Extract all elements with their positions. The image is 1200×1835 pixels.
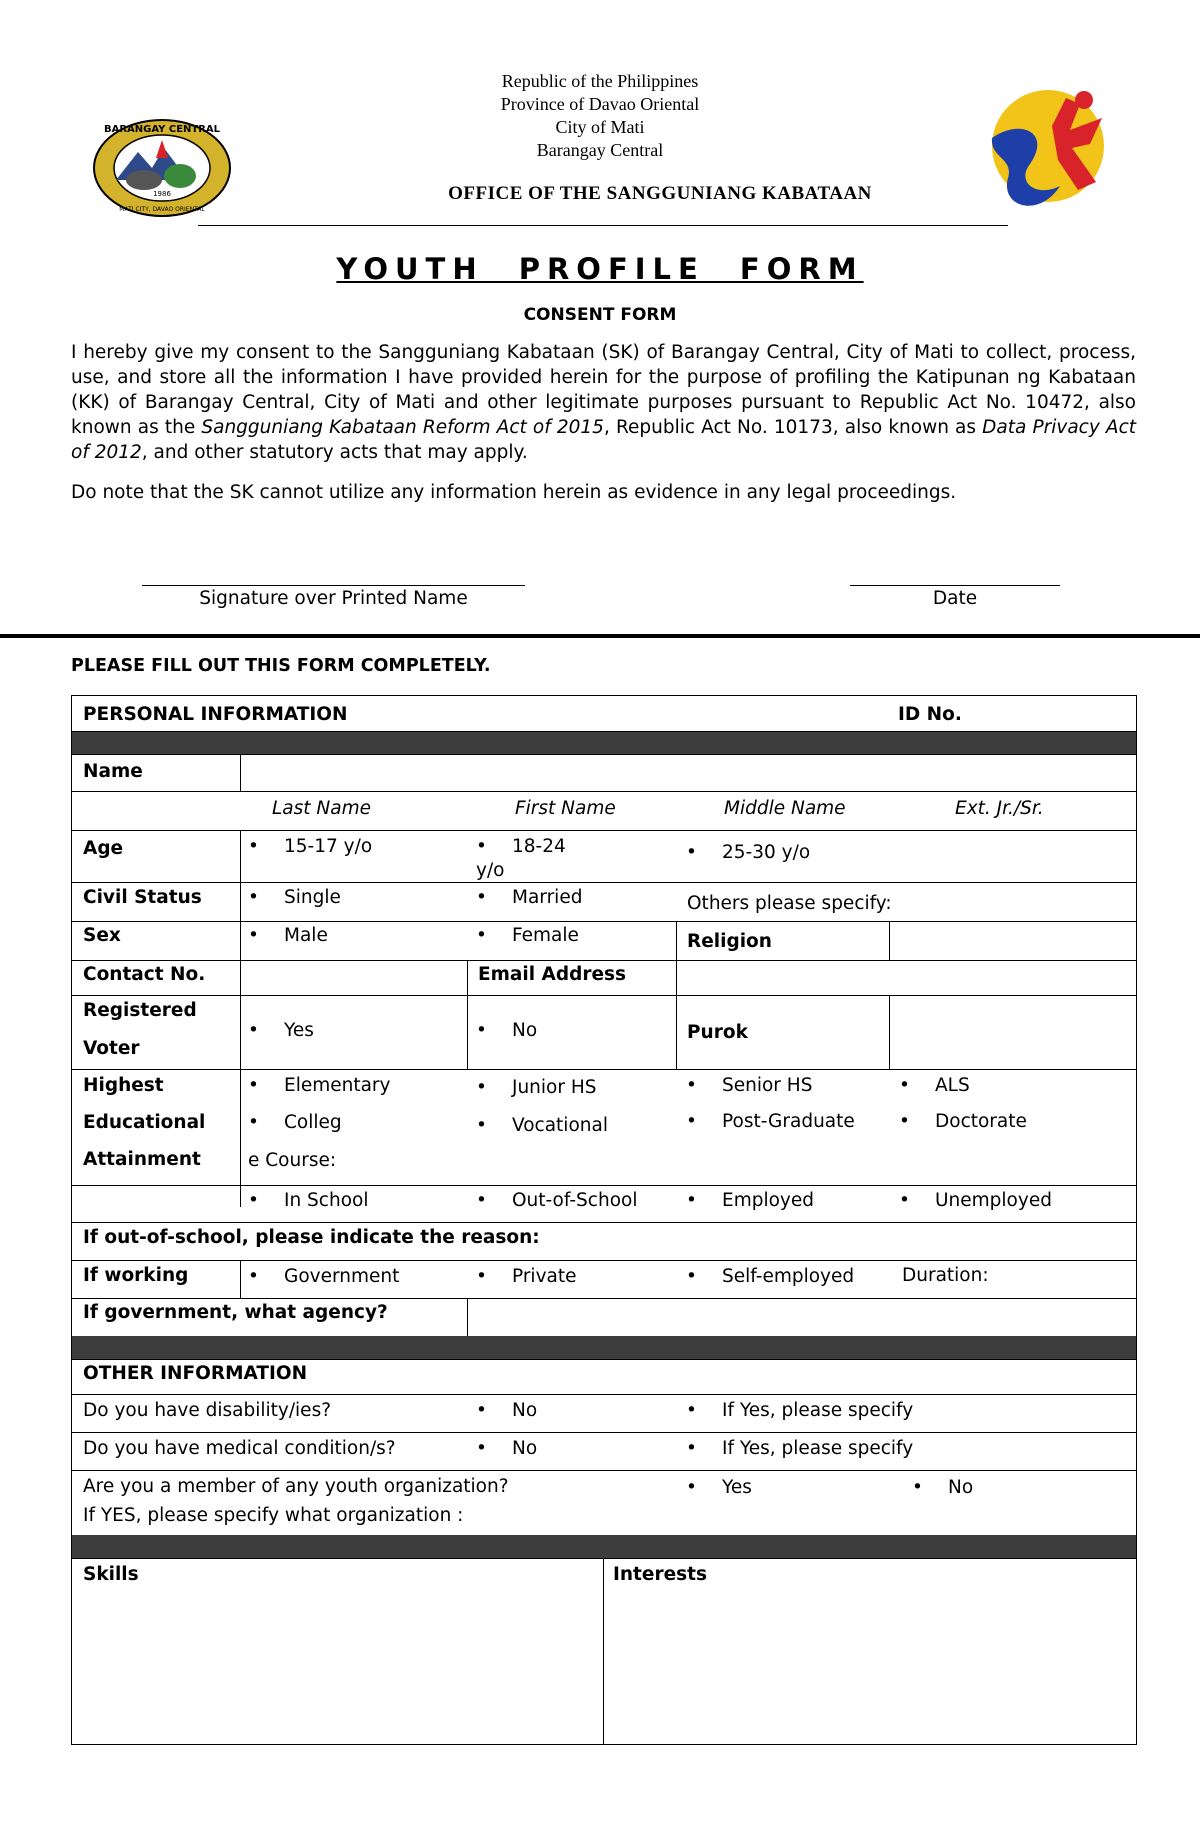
edu-option-post-graduate[interactable]: • Post-Graduate xyxy=(686,1110,855,1134)
youth-profile-table xyxy=(71,695,1137,1745)
seal-subtext: MATI CITY, DAVAO ORIENTAL xyxy=(119,206,205,213)
last-name-caption: Last Name xyxy=(272,798,371,819)
skills-label: Skills xyxy=(83,1564,139,1585)
consent-text-a: I hereby give my consent to the Sangguniang Kabataan (SK) of Barangay Central, City of Mati to collect, process, use, and store all the information I have provided herein for the purpose of profiling the Katipunan ng Kabataan (KK) of Barangay Central, City of Mati and other legitimate purposes pursuant to Republic Act No. 10472, also known as the xyxy=(71,342,1136,438)
signature-line[interactable] xyxy=(142,585,525,586)
working-label: If working xyxy=(83,1265,189,1286)
age-option-18-24[interactable]: • 18-24 xyxy=(476,835,566,859)
consent-text-c: , and other statutory acts that may apply. xyxy=(141,442,528,463)
status-option-in-school[interactable]: • In School xyxy=(248,1189,368,1213)
civil-option-married[interactable]: • Married xyxy=(476,886,582,910)
edu-option-vocational[interactable]: • Vocational xyxy=(476,1114,608,1138)
date-label: Date xyxy=(932,588,978,609)
age-label: Age xyxy=(83,838,124,859)
edu-option-doctorate[interactable]: • Doctorate xyxy=(899,1110,1027,1134)
edu-option-college[interactable]: • Colleg xyxy=(248,1111,342,1135)
edu-option-senior-hs[interactable]: • Senior HS xyxy=(686,1074,812,1098)
barangay-seal xyxy=(92,118,232,218)
section-divider xyxy=(0,634,1200,638)
first-name-caption: First Name xyxy=(515,798,616,819)
working-option-self-employed[interactable]: • Self-employed xyxy=(686,1265,854,1289)
fill-instruction: PLEASE FILL OUT THIS FORM COMPLETELY. xyxy=(71,656,491,676)
seal-text: BARANGAY CENTRAL xyxy=(103,124,221,135)
email-input[interactable] xyxy=(677,961,1136,995)
edu-option-junior-hs[interactable]: • Junior HS xyxy=(476,1076,597,1100)
sk-logo-head xyxy=(1075,91,1093,109)
other-info-heading: OTHER INFORMATION xyxy=(83,1363,308,1384)
header-line-city: City of Mati xyxy=(555,117,645,137)
agency-label: If government, what agency? xyxy=(83,1302,388,1323)
header-divider xyxy=(198,225,1008,226)
ext-name-caption: Ext. Jr./Sr. xyxy=(955,798,1044,819)
civil-others-label[interactable]: Others please specify: xyxy=(687,893,892,914)
signature-label: Signature over Printed Name xyxy=(199,588,468,609)
name-label: Name xyxy=(83,761,143,782)
skills-input[interactable] xyxy=(73,1589,602,1743)
registered-voter-label-2: Voter xyxy=(83,1038,140,1059)
consent-note: Do note that the SK cannot utilize any information herein as evidence in any legal proceedings. xyxy=(71,482,957,503)
sex-label: Sex xyxy=(83,925,121,946)
civil-option-single[interactable]: • Single xyxy=(248,886,341,910)
consent-act-name: Sangguniang Kabataan Reform Act of 2015 xyxy=(201,417,604,438)
org-option-yes[interactable]: • Yes xyxy=(686,1476,752,1500)
status-option-out-of-school[interactable]: • Out-of-School xyxy=(476,1189,637,1213)
medical-option-no[interactable]: • No xyxy=(476,1437,537,1461)
header-address xyxy=(440,70,760,162)
sex-option-female[interactable]: • Female xyxy=(476,924,579,948)
seal-year: 1986 xyxy=(153,190,171,198)
status-option-employed[interactable]: • Employed xyxy=(686,1189,814,1213)
religion-label: Religion xyxy=(687,931,772,952)
age-option-18-24-unit: y/o xyxy=(476,860,505,881)
religion-input[interactable] xyxy=(890,922,1136,960)
purok-label: Purok xyxy=(687,1022,748,1043)
registered-voter-label-1: Registered xyxy=(83,1000,197,1021)
purok-input[interactable] xyxy=(890,996,1136,1069)
contact-input[interactable] xyxy=(241,961,467,995)
consent-paragraph xyxy=(71,340,1136,465)
medical-option-yes-specify[interactable]: • If Yes, please specify xyxy=(686,1437,913,1461)
org-question: Are you a member of any youth organization? xyxy=(83,1476,509,1497)
form-title: YOUTH PROFILE FORM xyxy=(336,252,864,286)
office-title: OFFICE OF THE SANGGUNIANG KABATAAN xyxy=(448,183,872,204)
disability-option-no[interactable]: • No xyxy=(476,1399,537,1423)
sex-option-male[interactable]: • Male xyxy=(248,924,328,948)
status-option-unemployed[interactable]: • Unemployed xyxy=(899,1189,1052,1213)
consent-title: CONSENT FORM xyxy=(523,305,677,325)
edu-college-course: e Course: xyxy=(248,1150,337,1171)
disability-option-yes-specify[interactable]: • If Yes, please specify xyxy=(686,1399,913,1423)
agency-input[interactable] xyxy=(468,1299,1136,1336)
age-option-25-30[interactable]: • 25-30 y/o xyxy=(686,841,810,865)
voter-option-no[interactable]: • No xyxy=(476,1019,537,1043)
email-label: Email Address xyxy=(478,964,627,985)
interests-label: Interests xyxy=(613,1564,707,1585)
education-label-3: Attainment xyxy=(83,1149,201,1170)
middle-name-caption: Middle Name xyxy=(724,798,846,819)
personal-info-heading: PERSONAL INFORMATION xyxy=(83,704,348,725)
id-no-label: ID No. xyxy=(898,704,962,725)
header-line-barangay: Barangay Central xyxy=(536,140,664,160)
date-line[interactable] xyxy=(850,585,1060,586)
section-bar xyxy=(72,731,1136,754)
voter-option-yes[interactable]: • Yes xyxy=(248,1019,314,1043)
sk-logo xyxy=(980,78,1110,228)
contact-label: Contact No. xyxy=(83,964,206,985)
edu-option-als[interactable]: • ALS xyxy=(899,1074,970,1098)
section-bar xyxy=(72,1535,1136,1558)
education-label-2: Educational xyxy=(83,1112,206,1133)
consent-dpa-name: Data Privacy Act of 2012 xyxy=(71,417,1136,463)
header-line-republic: Republic of the Philippines xyxy=(501,71,699,91)
interests-input[interactable] xyxy=(604,1589,1135,1743)
consent-text-b: , Republic Act No. 10173, also known as xyxy=(603,417,983,438)
duration-label[interactable]: Duration: xyxy=(902,1265,989,1286)
medical-question: Do you have medical condition/s? xyxy=(83,1438,396,1459)
name-input[interactable] xyxy=(241,755,1136,791)
working-option-government[interactable]: • Government xyxy=(248,1265,399,1289)
civil-status-label: Civil Status xyxy=(83,887,202,908)
sk-logo-text: SK xyxy=(980,78,982,79)
org-specify-prompt[interactable]: If YES, please specify what organization : xyxy=(83,1505,464,1526)
header-line-province: Province of Davao Oriental xyxy=(500,94,700,114)
oos-reason-label: If out-of-school, please indicate the reason: xyxy=(83,1227,540,1248)
working-option-private[interactable]: • Private xyxy=(476,1265,577,1289)
section-bar xyxy=(72,1336,1136,1359)
edu-option-elementary[interactable]: • Elementary xyxy=(248,1074,390,1098)
age-option-15-17[interactable]: • 15-17 y/o xyxy=(248,835,372,859)
disability-question: Do you have disability/ies? xyxy=(83,1400,332,1421)
org-option-no[interactable]: • No xyxy=(912,1476,973,1500)
education-label-1: Highest xyxy=(83,1075,164,1096)
